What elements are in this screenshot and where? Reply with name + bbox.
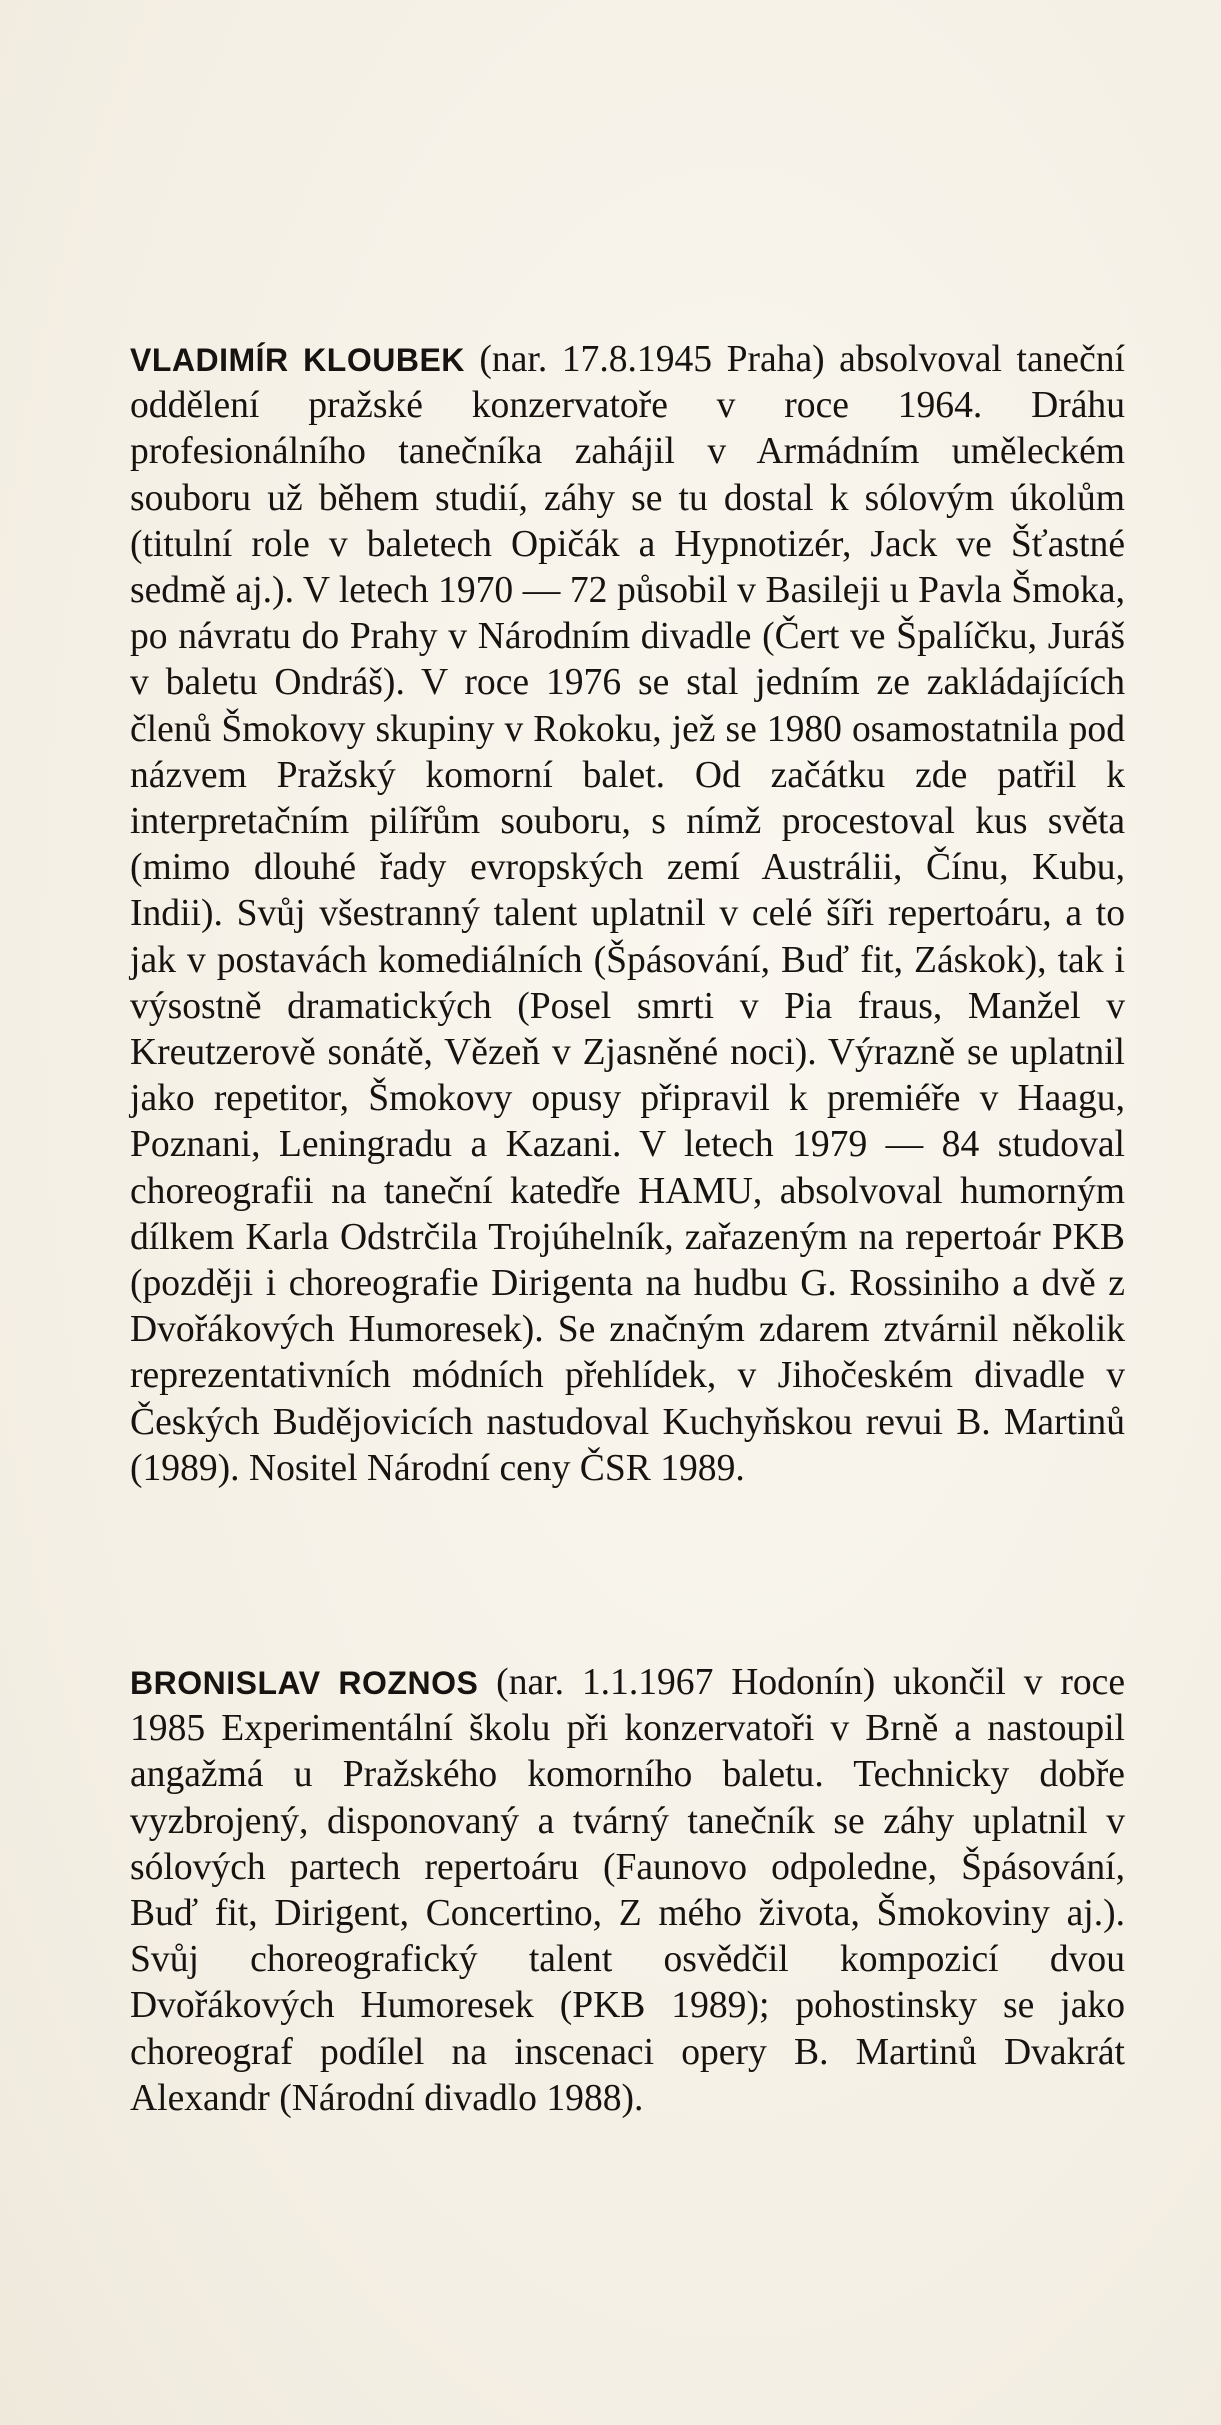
biography-entry xyxy=(130,1660,1125,2122)
biography-entry xyxy=(130,337,1125,1492)
dancer-name: BRONISLAV ROZNOS xyxy=(130,1665,479,1701)
biography-text: (nar. 17.8.1945 Praha) absolvoval taneční oddělení pražské konzervatoře v roce 1964. Dráhu profesionálního tanečníka zahájil v Armádním uměleckém souboru už během studií, záhy se tu dostal k sólovým úkolům (titulní role v baletech Opičák a Hypnotizér, Jack ve Šťastné sedmě aj.). V letech 1970 — 72 působil v Basileji u Pavla Šmoka, po návratu do Prahy v Národním divadle (Čert ve Špalíčku, Juráš v baletu Ondráš). V roce 1976 se stal jedním ze zakládajících členů Šmokovy skupiny v Rokoku, jež se 1980 osamostatnila pod názvem Pražský komorní balet. Od začátku zde patřil k interpretačním pilířům souboru, s nímž procestoval kus světa (mimo dlouhé řady evropských zemí Austrálii, Čínu, Kubu, Indii). Svůj všestranný talent uplatnil v celé šíři repertoáru, a to jak v postavách komediálních (Špásování, Buď fit, Záskok), tak i výsostně dramatických (Posel smrti v Pia fraus, Manžel v Kreutzerově sonátě, Vězeň v Zjasněné noci). Výrazně se uplatnil jako repetitor, Šmokovy opusy připravil k premiéře v Haagu, Poznani, Leningradu a Kazani. V letech 1979 — 84 studoval choreografii na taneční katedře HAMU, absolvoval humorným dílkem Karla Odstrčila Trojúhelník, zařazeným na repertoár PKB (později i choreografie Dirigenta na hudbu G. Rossiniho a dvě z Dvořákových Humoresek). Se značným zdarem ztvárnil několik reprezentativních módních přehlídek, v Jihočeském divadle v Českých Budějovicích nastudoval Kuchyňskou revui B. Martinů (1989). Nositel Národní ceny ČSR 1989. xyxy=(130,339,1125,1489)
dancer-name: VLADIMÍR KLOUBEK xyxy=(130,342,465,378)
biography-text: (nar. 1.1.1967 Hodonín) ukončil v roce 1985 Experimentální školu při konzervatoři v Brně a nastoupil angažmá u Pražského komorního baletu. Technicky dobře vyzbrojený, disponovaný a tvárný tanečník se záhy uplatnil v sólových partech repertoáru (Faunovo odpoledne, Špásování, Buď fit, Dirigent, Concertino, Z mého života, Šmokoviny aj.). Svůj choreografický talent osvědčil kompozicí dvou Dvořákových Humoresek (PKB 1989); pohostinsky se jako choreograf podílel na inscenaci opery B. Martinů Dvakrát Alexandr (Národní divadlo 1988). xyxy=(130,1662,1125,2119)
